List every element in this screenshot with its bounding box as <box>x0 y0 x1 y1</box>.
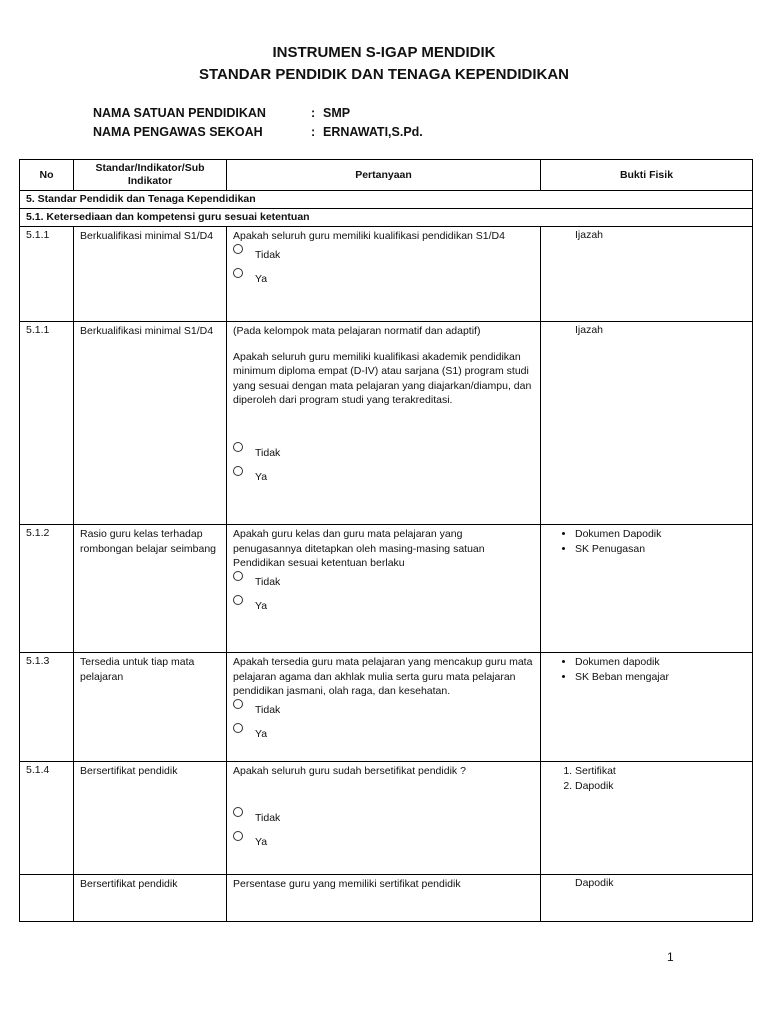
row-no: 5.1.3 <box>20 653 74 762</box>
row-indicator: Berkualifikasi minimal S1/D4 <box>74 322 227 525</box>
question-text: Apakah guru kelas dan guru mata pelajaran yang penugasannya ditetapkan oleh masing-masing satuan Pendidikan sesuai ketentuan berlaku <box>233 528 485 569</box>
row-indicator: Berkualifikasi minimal S1/D4 <box>74 227 227 322</box>
row-no: 5.1.1 <box>20 227 74 322</box>
evidence-list <box>547 655 746 684</box>
option-label: Tidak <box>255 446 281 459</box>
table-row <box>20 227 753 322</box>
row-evidence: Ijazah <box>541 322 753 525</box>
option-ya[interactable] <box>233 466 534 490</box>
row-question: Persentase guru yang memiliki sertifikat pendidik <box>227 875 541 922</box>
row-no: 5.1.1 <box>20 322 74 525</box>
row-evidence: Ijazah <box>541 227 753 322</box>
radio-icon[interactable] <box>233 807 243 817</box>
row-no: 5.1.2 <box>20 525 74 653</box>
option-ya[interactable] <box>233 723 534 747</box>
option-tidak[interactable] <box>233 442 534 466</box>
option-label: Ya <box>255 727 268 740</box>
row-evidence: Dapodik <box>541 875 753 922</box>
colon: : <box>311 125 316 139</box>
question-text: Apakah tersedia guru mata pelajaran yang mencakup guru mata pelajaran agama dan akhlak mulia serta guru mata pelajaran pendidikan jasmani, olah raga, dan kesehatan. <box>233 656 533 697</box>
question-note: (Pada kelompok mata pelajaran normatif dan adaptif) <box>233 325 481 337</box>
radio-icon[interactable] <box>233 723 243 733</box>
row-question <box>227 227 541 322</box>
row-no: 5.1.4 <box>20 762 74 875</box>
school-value: SMP <box>323 106 351 120</box>
document-subtitle: STANDAR PENDIDIK DAN TENAGA KEPENDIDIKAN <box>198 66 569 83</box>
supervisor-info <box>93 125 423 139</box>
option-ya[interactable] <box>233 268 534 292</box>
option-label: Tidak <box>255 248 281 261</box>
option-label: Ya <box>255 835 268 848</box>
table-row <box>20 525 753 653</box>
option-ya[interactable] <box>233 595 534 619</box>
subsection-title: 5.1. Ketersediaan dan kompetensi guru sesuai ketentuan <box>20 209 753 227</box>
row-indicator: Bersertifikat pendidik <box>74 875 227 922</box>
option-tidak[interactable] <box>233 571 534 595</box>
row-evidence <box>541 653 753 762</box>
table-row <box>20 875 753 922</box>
table-row <box>20 653 753 762</box>
list-item: • SK Beban mengajar <box>575 670 746 685</box>
table-row <box>20 762 753 875</box>
option-label: Tidak <box>255 811 281 824</box>
row-evidence <box>541 525 753 653</box>
document-title: INSTRUMEN S-IGAP MENDIDIK <box>272 44 496 61</box>
question-text: Apakah seluruh guru memiliki kualifikasi akademik pendidikan minimum diploma empat (D-IV) atau sarjana (S1) program studi yang sesuai dengan mata pelajaran yang diajarkan/diampu, dan diperoleh dari program studi yang terakreditasi. <box>233 350 532 406</box>
radio-icon[interactable] <box>233 244 243 254</box>
section-row <box>20 191 753 209</box>
row-indicator: Rasio guru kelas terhadap rombongan belajar seimbang <box>74 525 227 653</box>
section-title: 5. Standar Pendidik dan Tenaga Kependidikan <box>20 191 753 209</box>
list-item: • Dokumen dapodik <box>575 655 746 670</box>
evidence-list <box>547 527 746 556</box>
row-question <box>227 762 541 875</box>
subsection-row <box>20 209 753 227</box>
radio-icon[interactable] <box>233 699 243 709</box>
evidence-list <box>547 764 746 793</box>
row-indicator: Bersertifikat pendidik <box>74 762 227 875</box>
school-info <box>93 106 350 120</box>
question-text: Apakah seluruh guru memiliki kualifikasi pendidikan S1/D4 <box>233 230 505 242</box>
row-indicator: Tersedia untuk tiap mata pelajaran <box>74 653 227 762</box>
list-item: • SK Penugasan <box>575 542 746 557</box>
col-header-evidence: Bukti Fisik <box>541 160 753 191</box>
radio-icon[interactable] <box>233 268 243 278</box>
row-question <box>227 322 541 525</box>
row-question <box>227 653 541 762</box>
list-item: 2. Dapodik <box>575 779 746 794</box>
option-tidak[interactable] <box>233 807 534 831</box>
radio-icon[interactable] <box>233 442 243 452</box>
supervisor-value: ERNAWATI,S.Pd. <box>323 125 423 139</box>
option-label: Ya <box>255 599 268 612</box>
col-header-no: No <box>20 160 74 191</box>
list-item: • Dokumen Dapodik <box>575 527 746 542</box>
table-header-row <box>20 160 753 191</box>
col-header-standard: Standar/Indikator/Sub Indikator <box>74 160 227 191</box>
radio-icon[interactable] <box>233 571 243 581</box>
row-no <box>20 875 74 922</box>
radio-icon[interactable] <box>233 466 243 476</box>
row-evidence <box>541 762 753 875</box>
school-label: NAMA SATUAN PENDIDIKAN <box>93 106 266 120</box>
question-text: Apakah seluruh guru sudah bersetifikat pendidik ? <box>233 765 466 777</box>
option-tidak[interactable] <box>233 699 534 723</box>
option-label: Ya <box>255 470 268 483</box>
instrument-table <box>19 159 753 922</box>
page-number: 1 <box>667 950 674 964</box>
colon: : <box>311 106 316 120</box>
option-label: Tidak <box>255 703 281 716</box>
option-tidak[interactable] <box>233 244 534 268</box>
row-question <box>227 525 541 653</box>
list-item: 1. Sertifikat <box>575 764 746 779</box>
option-ya[interactable] <box>233 831 534 855</box>
col-header-question: Pertanyaan <box>227 160 541 191</box>
radio-icon[interactable] <box>233 831 243 841</box>
radio-icon[interactable] <box>233 595 243 605</box>
option-label: Ya <box>255 272 268 285</box>
table-row <box>20 322 753 525</box>
supervisor-label: NAMA PENGAWAS SEKOAH <box>93 125 263 139</box>
option-label: Tidak <box>255 575 281 588</box>
